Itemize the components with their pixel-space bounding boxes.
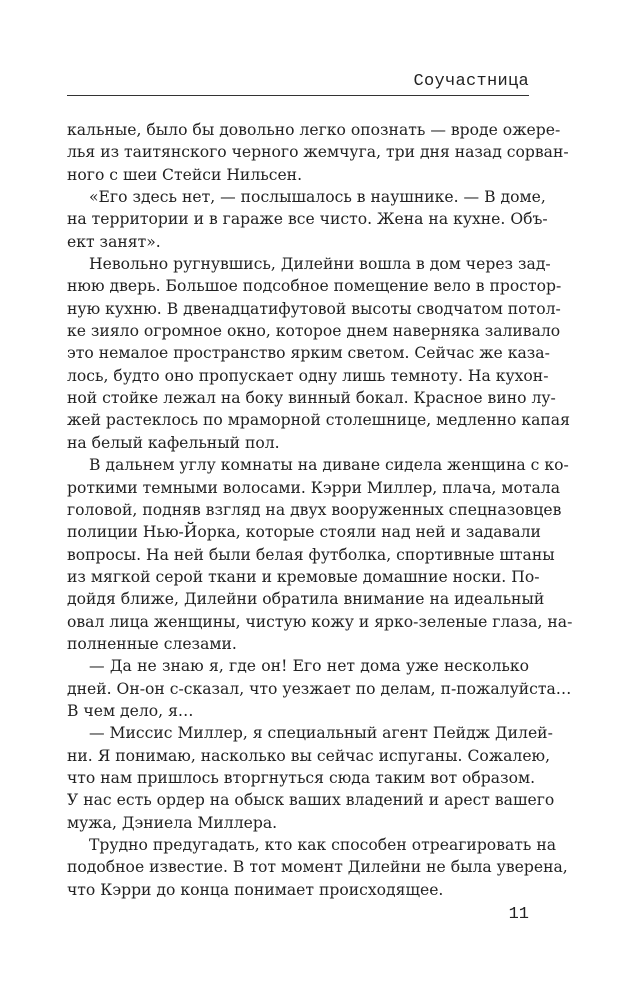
text-line: ную кухню. В двенадцатифутовой высоты сводчатом потол- — [67, 299, 561, 318]
text-line: полненные слезами. — [67, 634, 237, 653]
text-line: «Его здесь нет, — послышалось в наушнике. — В доме, — [89, 188, 546, 207]
text-line: головой, подняв взгляд на двух вооруженных спецназовцев — [67, 500, 562, 519]
text-line: на белый кафельный пол. — [67, 433, 280, 452]
paragraph — [67, 186, 548, 253]
paragraph — [67, 253, 570, 454]
text-line: ной стойке лежал на боку винный бокал. Красное вино лу- — [67, 389, 556, 408]
text-line: что Кэрри до конца понимает происходящее. — [67, 880, 444, 899]
text-line: что нам пришлось вторгнуться сюда таким вот образом. — [67, 768, 536, 787]
text-line: Невольно ругнувшись, Дилейни вошла в дом через зад- — [89, 255, 551, 274]
text-line: подобное известие. В тот момент Дилейни не была уверена, — [67, 858, 568, 877]
text-line: это немалое пространство ярким светом. Сейчас же каза- — [67, 344, 550, 363]
paragraph — [67, 454, 573, 655]
text-line: вопросы. На ней были белая футболка, спортивные штаны — [67, 545, 555, 564]
paragraph — [67, 722, 555, 834]
text-line: роткими темными волосами. Кэрри Миллер, плача, мотала — [67, 478, 560, 497]
text-line: дней. Он-он с-сказал, что уезжает по делам, п-пожалуйста… — [67, 679, 572, 698]
text-line: ного с шеи Стейси Нильсен. — [67, 165, 303, 184]
text-line: ке зияло огромное окно, которое днем наверняка заливало — [67, 322, 561, 341]
text-line: — Миссис Миллер, я специальный агент Пейдж Дилей- — [89, 724, 553, 743]
paragraph — [67, 834, 568, 901]
text-line: Трудно предугадать, кто как способен отреагировать на — [89, 836, 557, 854]
text-line: У нас есть ордер на обыск ваших владений и арест вашего — [67, 791, 555, 810]
text-line: — Да не знаю я, где он! Его нет дома уже несколько — [89, 657, 529, 676]
running-header: Соучастница — [413, 72, 529, 91]
text-line: мужа, Дэниела Миллера. — [67, 813, 278, 832]
text-line: жей растеклось по мраморной столешнице, медленно капая — [67, 411, 570, 430]
paragraph — [67, 119, 569, 186]
text-line: В чем дело, я… — [67, 701, 194, 720]
page-number: 11 — [508, 905, 529, 924]
text-line: нюю дверь. Большое подсобное помещение вело в простор- — [67, 277, 562, 296]
paragraph — [67, 655, 572, 722]
text-line: лья из таитянского черного жемчуга, три дня назад сорван- — [67, 143, 569, 162]
text-line: из мягкой серой ткани и кремовые домашние носки. По- — [67, 567, 540, 586]
text-line: полиции Нью-Йорка, которые стояли над ней и задавали — [67, 523, 541, 542]
text-line: ект занят». — [67, 232, 161, 251]
header-rule — [67, 95, 529, 96]
text-line: на территории и в гараже все чисто. Жена на кухне. Объ- — [67, 210, 548, 229]
text-line: кальные, было бы довольно легко опознать — вроде ожере- — [67, 121, 561, 139]
text-line: ни. Я понимаю, насколько вы сейчас испуганы. Сожалею, — [67, 746, 551, 765]
page-body — [67, 119, 573, 901]
text-line: овал лица женщины, чистую кожу и ярко-зеленые глаза, на- — [67, 612, 573, 631]
text-line: В дальнем углу комнаты на диване сидела женщина с ко- — [89, 456, 569, 475]
text-line: дойдя ближе, Дилейни обратила внимание на идеальный — [67, 590, 545, 609]
text-line: лось, будто оно пропускает одну лишь темноту. На кухон- — [67, 366, 549, 385]
